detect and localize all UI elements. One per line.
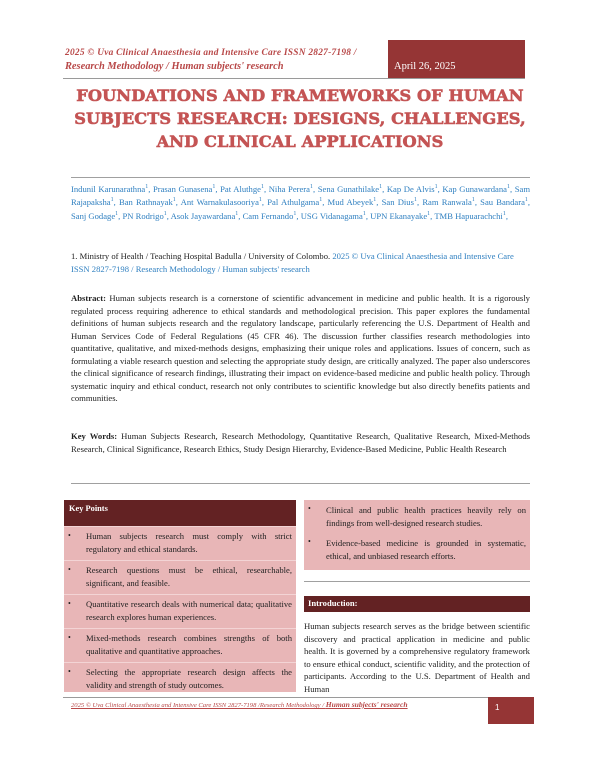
abstract-text: Human subjects research is a cornerstone of scientific advancement in medicine and public health. It is a rigorously regulated process requiring adherence to ethical standards and methodological precision. This paper explores the fundamental definitions of human subjects research and the regulatory landscape, particularly referencing the U.S. Department of Health and Human Services Code of Federal Regulations (45 CFR 46). The discussion further classifies research methodologies into quantitative, qualitative, and mixed-methods designs, emphasizing their unique roles and applications. Issues of concern, such as formulating a viable research question and selecting the appropriate study design, are critically analyzed. The paper also underscores the clinical significance of research findings, illustrating their impact on evidence-based medicine and public health policy. Through systematic inquiry and ethical conduct, research not only contributes to scientific knowledge but also directly benefits patients and communities. [71, 293, 530, 403]
affiliation-marker: 1 [362, 210, 366, 217]
keywords [71, 430, 530, 455]
affiliation-marker: 1 [163, 210, 167, 217]
running-header [63, 38, 525, 79]
author-name[interactable]: Asok Jayawardana [170, 210, 236, 221]
affiliation-text: 1. Ministry of Health / Teaching Hospital Badulla / University of Colombo. [71, 251, 331, 261]
affiliation-marker: 1 [427, 210, 431, 217]
bullet-icon: • [68, 565, 71, 574]
section-divider [71, 483, 530, 484]
key-point-item: • Clinical and public health practices heavily rely on findings from well-designed research studies. [308, 504, 526, 528]
abstract-label: Abstract: [71, 293, 106, 303]
affiliation-marker: 1 [212, 184, 216, 190]
author-name[interactable]: Ban Rathnayak [118, 197, 173, 208]
affiliation-marker: 1 [172, 197, 176, 204]
affiliation-marker: 1 [373, 197, 377, 204]
author-name[interactable]: Kap Gunawardana [442, 183, 507, 194]
affiliation-marker: 1 [145, 184, 149, 190]
author-name[interactable]: UPN Ekanayake [370, 210, 428, 221]
author-name[interactable]: Cam Fernando [242, 210, 294, 221]
journal-info [65, 46, 385, 74]
affiliation-marker: 1 [471, 197, 475, 204]
affiliation-marker: 1 [379, 184, 383, 190]
author-name[interactable]: Prasan Gunasena [152, 183, 213, 194]
footer-citation[interactable] [71, 700, 471, 709]
affiliation-marker: 1 [260, 184, 264, 190]
affiliation-marker: 1 [413, 197, 417, 204]
author-name[interactable]: Pat Aluthge [220, 183, 261, 194]
key-point-item: • Research questions must be ethical, researchable, significant, and feasible. [64, 560, 296, 594]
affiliation-journal-link[interactable]: 2025 © Uva Clinical Anaesthesia and Intensive Care ISSN 2827-7198 / Research Methodology / Human subjects' research [71, 251, 514, 274]
affiliation-marker: 1 [235, 210, 239, 217]
title-divider [71, 177, 530, 178]
key-points-box [64, 500, 296, 692]
journal-line-2: Research Methodology / Human subjects' research [65, 61, 284, 72]
bullet-icon: • [68, 633, 71, 642]
author-name[interactable]: Sanj Godage [71, 210, 116, 221]
author-name[interactable]: Mud Abeyek [327, 197, 374, 208]
author-name[interactable]: Sau Bandara [480, 197, 525, 208]
affiliation-marker: 1 [293, 210, 297, 217]
journal-line-1: 2025 © Uva Clinical Anaesthesia and Intensive Care ISSN 2827-7198 / [65, 48, 357, 58]
footer-citation-plain: 2025 © Uva Clinical Anaesthesia and Intensive Care ISSN 2827-7198 /Research Methodology / [71, 702, 326, 709]
key-point-item: • Human subjects research must comply with strict regulatory and ethical standards. [64, 526, 296, 560]
page-number: 1 [488, 697, 534, 724]
affiliation [71, 250, 530, 275]
key-points-box-continued [304, 500, 530, 570]
key-points-list [64, 526, 296, 696]
introduction-heading: Introduction: [304, 596, 530, 612]
key-point-item: • Evidence-based medicine is grounded in systematic, ethical, and unbiased research efforts. [308, 537, 526, 561]
bullet-icon: • [68, 599, 71, 608]
affiliation-marker: 1 [434, 184, 438, 190]
bullet-icon: • [68, 531, 71, 540]
key-point-item: • Mixed-methods research combines strengths of both qualitative and quantitative approaches. [64, 628, 296, 662]
bullet-icon: • [308, 537, 311, 546]
key-point-item: • Quantitative research deals with numerical data; qualitative research explores human experiences. [64, 594, 296, 628]
author-name[interactable]: PN Rodrigo [122, 210, 164, 221]
author-name[interactable]: Sam Rajapaksha [71, 183, 531, 208]
footer-citation-bold: Human subjects' research [325, 700, 408, 709]
author-name[interactable]: USG Vidanagama [300, 210, 363, 221]
author-name[interactable]: Sena Gunathilake [317, 183, 380, 194]
affiliation-marker: 1 [110, 197, 114, 204]
bullet-icon: • [68, 667, 71, 676]
keywords-label: Key Words: [71, 431, 118, 441]
author-name[interactable]: TMB Hapuarachchi [434, 210, 503, 221]
author-name[interactable]: Indunil Karunarathna [71, 183, 146, 194]
affiliation-marker: 1 [319, 197, 323, 204]
column-divider [304, 581, 530, 582]
author-name[interactable]: Pal Athulgama [267, 197, 320, 208]
affiliation-marker: 1 [309, 184, 313, 190]
author-list: Indunil Karunarathna$^1$, Prasan Gunasena$^1$, Pat Aluthge$^1$, Niha Perera$^1$, Sena Gunathilake$^1$, Kap De Alvis$^1$, Kap Gunawardana$^1$, Sam Rajapaksha$^1$, Ban Rathnayak$^1$, Ant Warnakulasooriya$^1$, Pal Athulgama$^1$, Mud Abeyek$^1$, San Dius$^1$, Ram Ranwala$^1$, Sau Bandara$^1$, Sanj Godage$^1$, PN Rodrigo$^1$, Asok Jayawardana$^1$, Cam Fernando$^1$, USG Vidanagama$^1$, UPN Ekanayake$^1$, TMB Hapuarachchi$^1$, [71, 183, 531, 221]
introduction-text: Human subjects research serves as the bridge between scientific discovery and practical application in medicine and public health. It is governed by a comprehensive regulatory framework to ensure ethical conduct, scientific validity, and the protection of participants. According to the U.S. Department of Health and Human [304, 621, 530, 694]
author-name[interactable]: Ant Warnakulasooriya [180, 197, 259, 208]
bullet-icon: • [308, 504, 311, 513]
publication-date: April 26, 2025 [388, 40, 525, 78]
author-name[interactable]: Kap De Alvis [386, 183, 435, 194]
author-name[interactable]: Ram Ranwala [422, 197, 472, 208]
footer-divider [63, 697, 530, 698]
affiliation-marker: 1 [115, 210, 119, 217]
keywords-text: Human Subjects Research, Research Methodology, Quantitative Research, Qualitative Research, Mixed-Methods Research, Clinical Significance, Research Ethics, Study Design Hierarchy, Evidence-Based Medicine, Public Health Research [71, 431, 530, 454]
key-points-list-continued [304, 500, 530, 566]
author-name[interactable]: San Dius [381, 197, 414, 208]
affiliation-marker: 1 [258, 197, 262, 204]
key-points-heading: Key Points [64, 500, 296, 526]
abstract [71, 292, 530, 405]
affiliation-marker: 1 [524, 197, 528, 204]
paper-title: FOUNDATIONS AND FRAMEWORKS OF HUMAN SUBJECTS RESEARCH: DESIGNS, CHALLENGES, AND CLINICAL APPLICATIONS [74, 86, 526, 151]
affiliation-marker: 1 [506, 184, 510, 190]
author-name[interactable]: Niha Perera [268, 183, 310, 194]
key-point-item: • Selecting the appropriate research design affects the validity and strength of study outcomes. [64, 662, 296, 696]
affiliation-marker: 1 [502, 210, 506, 217]
